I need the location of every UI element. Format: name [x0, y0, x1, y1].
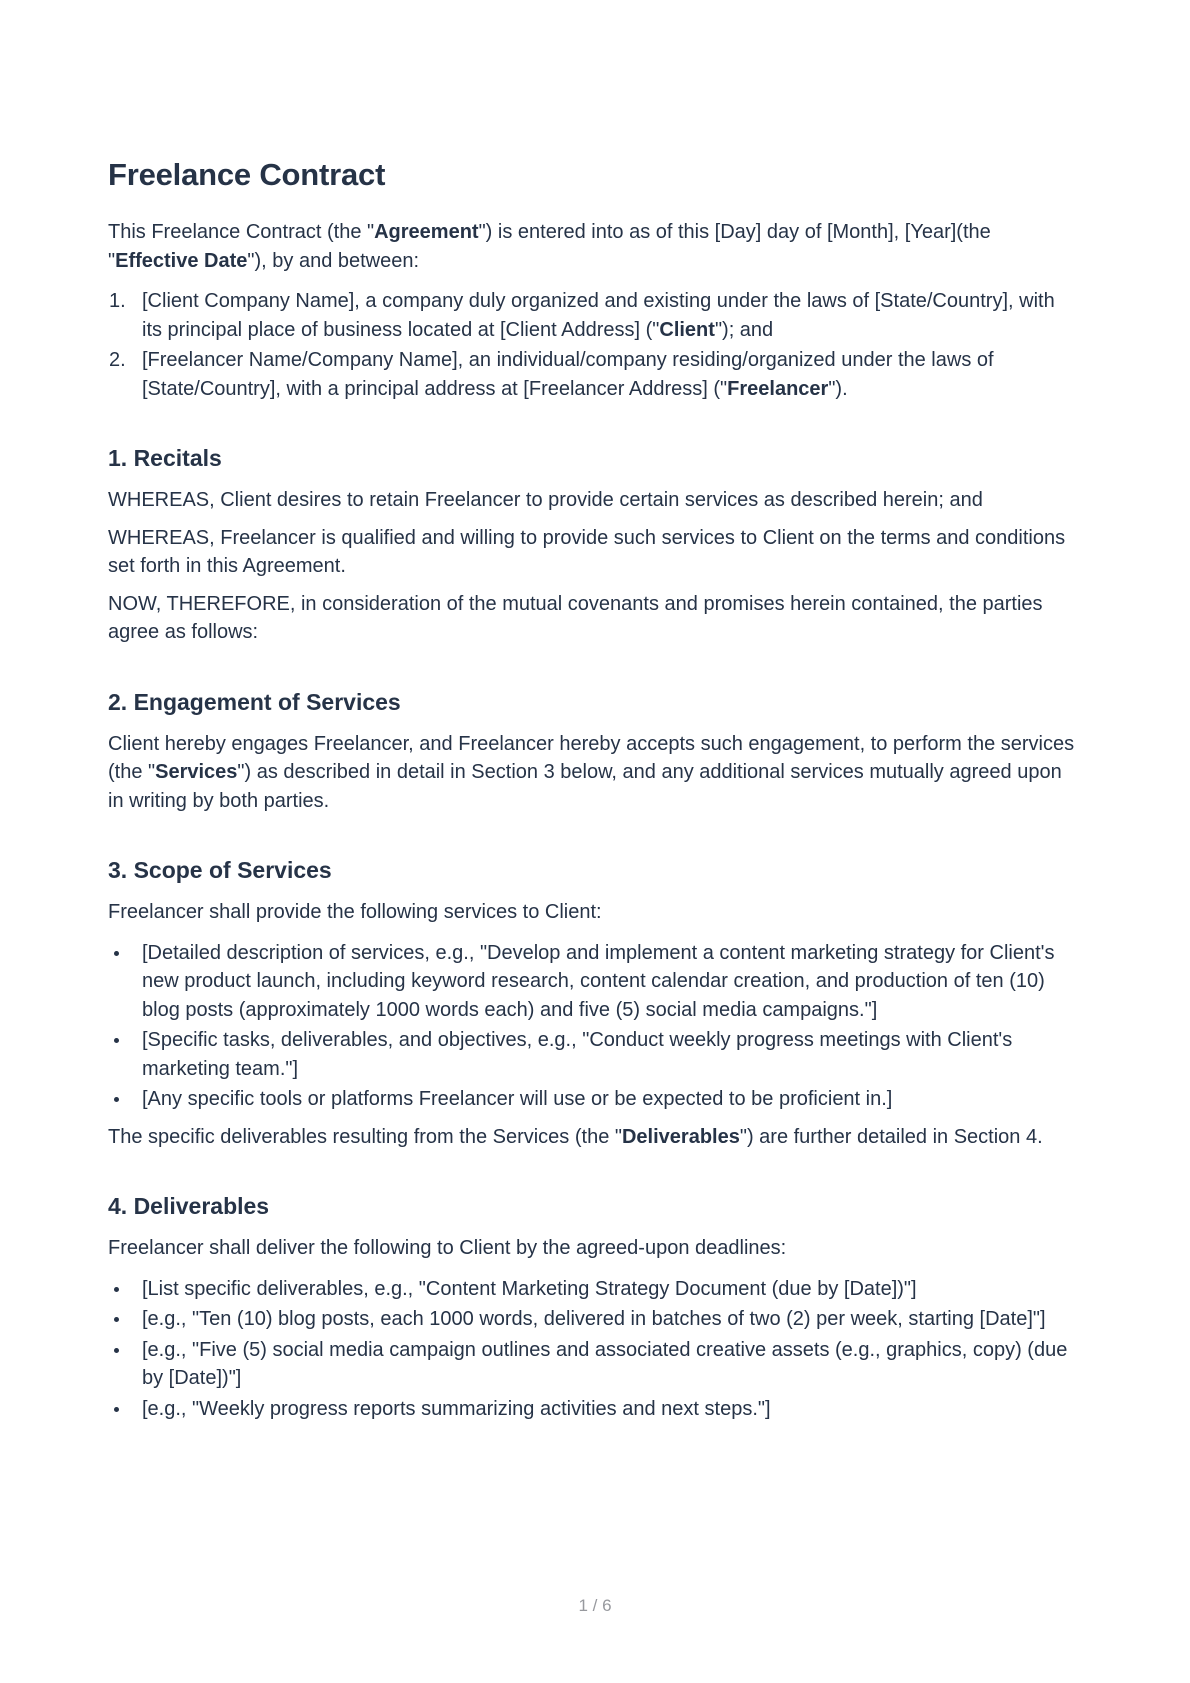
party-item-freelancer: [108, 346, 1078, 403]
page-footer: [0, 1596, 1190, 1616]
term-effective-date: Effective Date: [115, 249, 248, 272]
scope-intro-paragraph: Freelancer shall provide the following services to Client:: [108, 901, 602, 923]
section-recitals-heading: 1. Recitals: [108, 445, 222, 471]
scope-outro-paragraph: [108, 1123, 1078, 1152]
deliverables-bullet-item: [e.g., "Ten (10) blog posts, each 1000 words, delivered in batches of two (2) per week, starting [Date]"]: [108, 1305, 1078, 1334]
scope-outro-text-pre: The specific deliverables resulting from the Services (the ": [108, 1125, 622, 1148]
scope-bullet-item: [Any specific tools or platforms Freelancer will use or be expected to be proficient in.]: [108, 1085, 1078, 1114]
deliverables-bullet-item: [List specific deliverables, e.g., "Content Marketing Strategy Document (due by [Date])"]: [108, 1275, 1078, 1304]
intro-text-mid: ") is entered into as of this [Day] day of [Month], [Year](the ": [108, 221, 991, 272]
intro-text-pre: This Freelance Contract (the ": [108, 221, 375, 243]
scope-bullet-item: [Detailed description of services, e.g., "Develop and implement a content marketing strategy for Client's new product launch, including keyword research, content calendar creation, and production of ten (10) blog posts (approximately 1000 words each) and five (5) social media campaigns."]: [108, 939, 1078, 1025]
engagement-paragraph: [108, 730, 1078, 816]
scope-bullet-list: [108, 939, 1078, 1114]
section-scope-heading: 3. Scope of Services: [108, 857, 332, 883]
intro-text-post: "), by and between:: [247, 249, 420, 272]
page-number: 1 / 6: [578, 1596, 612, 1615]
recitals-paragraph-3: NOW, THEREFORE, in consideration of the mutual covenants and promises herein contained, the parties agree as follows:: [108, 592, 1043, 643]
party-item-client: [108, 287, 1078, 344]
party-freelancer-text: [Freelancer Name/Company Name], an individual/company residing/organized under the laws of [State/Country], with a principal address at [Freelancer Address] (": [142, 349, 994, 400]
deliverables-bullet-list: [108, 1275, 1078, 1424]
section-deliverables-heading: 4. Deliverables: [108, 1193, 270, 1219]
parties-list: [108, 287, 1078, 403]
engagement-text-pre: Client hereby engages Freelancer, and Freelancer hereby accepts such engagement, to perform the services (the ": [108, 732, 1075, 783]
deliverables-intro-paragraph: Freelancer shall deliver the following to Client by the agreed-upon deadlines:: [108, 1237, 787, 1259]
intro-paragraph: [108, 218, 1078, 275]
party-client-text-post: "); and: [714, 318, 774, 341]
party-freelancer-text-post: ").: [828, 377, 848, 400]
deliverables-bullet-item: [e.g., "Five (5) social media campaign outlines and associated creative assets (e.g., graphics, copy) (due by [Date])"]: [108, 1336, 1078, 1393]
section-engagement-heading: 2. Engagement of Services: [108, 688, 401, 715]
recitals-paragraph-1: WHEREAS, Client desires to retain Freelancer to provide certain services as described herein; and: [108, 489, 983, 511]
scope-outro-text-post: ") are further detailed in Section 4.: [739, 1125, 1043, 1148]
recitals-paragraph-2: WHEREAS, Freelancer is qualified and willing to provide such services to Client on the terms and conditions set forth in this Agreement.: [108, 526, 1066, 577]
term-freelancer: Freelancer: [727, 377, 829, 400]
engagement-text-post: ") as described in detail in Section 3 below, and any additional services mutually agreed upon in writing by both parties.: [108, 761, 1062, 812]
document-title: Freelance Contract: [108, 157, 386, 192]
term-services: Services: [155, 761, 238, 783]
scope-bullet-item: [Specific tasks, deliverables, and objectives, e.g., "Conduct weekly progress meetings with Client's marketing team."]: [108, 1026, 1078, 1083]
party-client-text: [Client Company Name], a company duly organized and existing under the laws of [State/Country], with its principal place of business located at [Client Address] (": [142, 290, 1055, 341]
term-deliverables: Deliverables: [621, 1125, 740, 1148]
deliverables-bullet-item: [e.g., "Weekly progress reports summarizing activities and next steps."]: [108, 1395, 1078, 1424]
term-client: Client: [659, 318, 715, 341]
term-agreement: Agreement: [374, 221, 479, 243]
